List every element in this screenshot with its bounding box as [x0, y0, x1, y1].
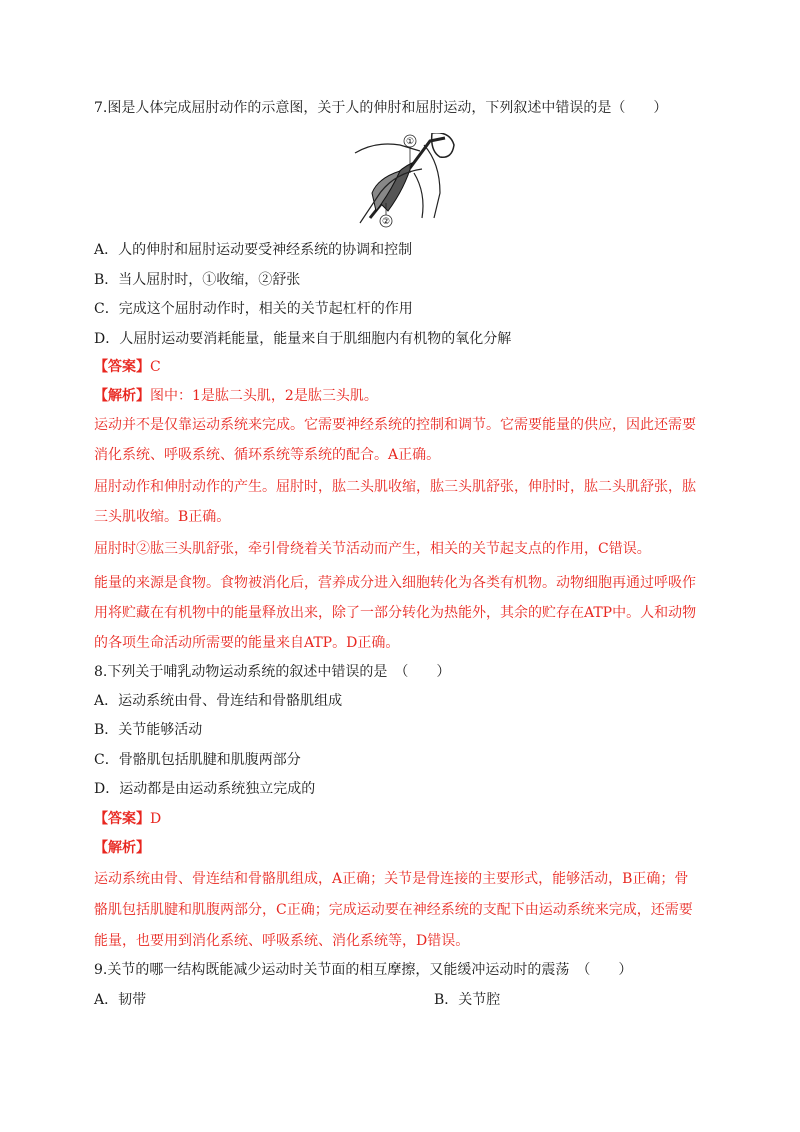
q7-analysis-line: 三头肌收缩。B正确。 [94, 509, 231, 525]
q8-option-d: D．运动都是由运动系统独立完成的 [94, 781, 316, 797]
q9-option-a: A．韧带 [94, 992, 147, 1008]
q9-option-b: B．关节腔 [434, 992, 501, 1008]
q7-option-b: B．当人屈肘时，①收缩，②舒张 [94, 272, 301, 288]
q8-analysis-tag: 【解析】 [94, 840, 150, 856]
q7-analysis-line: 的各项生命活动所需要的能量来自ATP。D正确。 [94, 635, 400, 651]
q7-analysis-line: 消化系统、呼吸系统、循环系统等系统的配合。A正确。 [94, 447, 441, 463]
label-2: ② [381, 217, 391, 227]
q8-option-a: A．运动系统由骨、骨连结和骨骼肌组成 [94, 693, 343, 709]
q7-answer-value: C [150, 359, 161, 375]
q9-stem: 9.关节的哪一结构既能减少运动时关节面的相互摩擦，又能缓冲运动时的震荡 （ ） [94, 962, 633, 978]
q8-answer-value: D [150, 811, 162, 827]
q8-option-c: C．骨骼肌包括肌腱和肌腹两部分 [94, 752, 301, 768]
q7-option-d: D．人屈肘运动要消耗能量，能量来自于肌细胞内有机物的氧化分解 [94, 331, 512, 347]
q7-stem: 7.图是人体完成屈肘动作的示意图，关于人的伸肘和屈肘运动，下列叙述中错误的是（ ） [94, 100, 668, 116]
q8-stem: 8.下列关于哺乳动物运动系统的叙述中错误的是 （ ） [94, 664, 451, 680]
q7-analysis-line: 运动并不是仅靠运动系统来完成。它需要神经系统的控制和调节。它需要能量的供应，因此还需要 [94, 417, 696, 433]
label-1: ① [405, 137, 415, 147]
q7-analysis-line: 屈肘时②肱三头肌舒张，牵引骨绕着关节活动而产生，相关的关节起支点的作用，C错误。 [94, 541, 651, 557]
q7-analysis-first: 图中：1是肱二头肌，2是肱三头肌。 [150, 388, 378, 404]
q7-analysis-line: 能量的来源是食物。食物被消化后，营养成分进入细胞转化为各类有机物。动物细胞再通过呼吸作 [94, 575, 696, 591]
q7-option-c: C．完成这个屈肘动作时，相关的关节起杠杆的作用 [94, 301, 413, 317]
arm-flexion-figure [350, 133, 460, 228]
q8-analysis-line: 运动系统由骨、骨连结和骨骼肌组成，A正确；关节是骨连接的主要形式，能够活动，B正确；骨 [94, 871, 689, 887]
arm-diagram-image [350, 133, 460, 228]
q8-answer-tag: 【答案】 [94, 811, 150, 827]
q7-analysis-tag: 【解析】 [94, 388, 150, 404]
q8-option-b: B．关节能够活动 [94, 722, 203, 738]
q8-answer [94, 809, 161, 829]
q7-option-a: A．人的伸肘和屈肘运动要受神经系统的协调和控制 [94, 242, 413, 258]
q7-analysis-line: 屈肘动作和伸肘动作的产生。屈肘时，肱二头肌收缩，肱三头肌舒张，伸肘时，肱二头肌舒张，肱 [94, 479, 696, 495]
q8-analysis-head [94, 838, 150, 858]
q7-answer [94, 357, 161, 377]
q8-analysis-line: 骼肌包括肌腱和肌腹两部分，C正确；完成运动要在神经系统的支配下由运动系统来完成，还需要 [94, 902, 693, 918]
q7-analysis-line: 用将贮藏在有机物中的能量释放出来，除了一部分转化为热能外，其余的贮存在ATP中。人和动物 [94, 605, 697, 621]
q7-answer-tag: 【答案】 [94, 359, 150, 375]
q8-analysis-line: 能量，也要用到消化系统、呼吸系统、消化系统等，D错误。 [94, 933, 470, 949]
q7-analysis-head [94, 386, 378, 406]
